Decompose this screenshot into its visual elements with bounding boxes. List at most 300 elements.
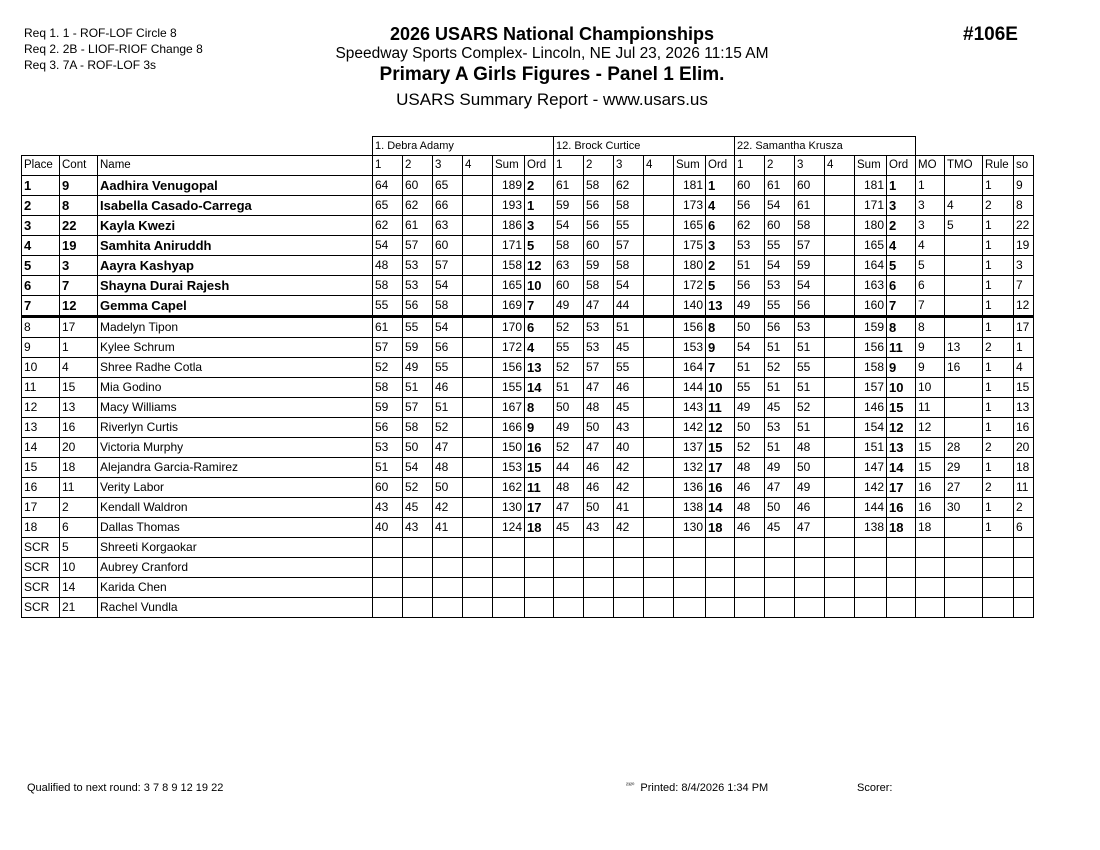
judge-1-ordinal: 18: [525, 518, 554, 538]
judge-1-score: [433, 578, 463, 598]
place-cell: SCR: [22, 598, 60, 618]
column-header: 1: [554, 156, 584, 176]
total-majority-ordinal: [945, 256, 983, 276]
start-order: 20: [1014, 438, 1034, 458]
judge-2-ordinal: 15: [706, 438, 735, 458]
judge-1-ordinal: [525, 578, 554, 598]
judge-3-sum: 180: [855, 216, 887, 236]
judge-1-score: [463, 358, 493, 378]
place-cell: 10: [22, 358, 60, 378]
contestant-number: 14: [60, 578, 98, 598]
place-cell: 6: [22, 276, 60, 296]
judge-3-sum: 138: [855, 518, 887, 538]
judge-2-sum: 175: [674, 236, 706, 256]
judge-2-score: [644, 578, 674, 598]
majority-ordinal: 3: [916, 216, 945, 236]
judge-2-sum: 181: [674, 176, 706, 196]
judge-1-score: 65: [433, 176, 463, 196]
requirement-1: Req 1. 1 - ROF-LOF Circle 8: [24, 26, 177, 40]
judge-1-score: [463, 276, 493, 296]
judge-2-score: [584, 558, 614, 578]
judge-3-score: 50: [735, 317, 765, 338]
judge-2-ordinal: 2: [706, 256, 735, 276]
judge-2-score: [644, 317, 674, 338]
judge-2-name: 12. Brock Curtice: [554, 137, 735, 156]
place-cell: 15: [22, 458, 60, 478]
skater-name: Isabella Casado-Carrega: [98, 196, 373, 216]
judge-2-score: [644, 358, 674, 378]
judge-2-sum: 144: [674, 378, 706, 398]
judge-3-score: 50: [735, 418, 765, 438]
judge-3-score: 49: [795, 478, 825, 498]
skater-name: Kylee Schrum: [98, 338, 373, 358]
judge-1-sum: [493, 538, 525, 558]
judge-3-score: 55: [765, 236, 795, 256]
judge-2-score: 58: [614, 196, 644, 216]
judge-3-sum: 159: [855, 317, 887, 338]
total-majority-ordinal: [945, 276, 983, 296]
judge-2-sum: 180: [674, 256, 706, 276]
column-header: 1: [373, 156, 403, 176]
judge-1-score: 40: [373, 518, 403, 538]
judge-3-score: [825, 478, 855, 498]
results-table: [21, 136, 1034, 618]
skater-name: Riverlyn Curtis: [98, 418, 373, 438]
judge-3-score: 52: [795, 398, 825, 418]
judge-1-sum: 186: [493, 216, 525, 236]
judge-3-sum: 156: [855, 338, 887, 358]
column-header: Cont: [60, 156, 98, 176]
judge-3-score: 49: [735, 398, 765, 418]
judge-2-score: 41: [614, 498, 644, 518]
judge-3-score: 56: [765, 317, 795, 338]
judge-1-score: 55: [433, 358, 463, 378]
judge-1-score: 63: [433, 216, 463, 236]
judge-1-sum: 124: [493, 518, 525, 538]
start-order: 17: [1014, 317, 1034, 338]
rule-cell: 1: [983, 256, 1014, 276]
judge-1-score: [463, 598, 493, 618]
judge-1-ordinal: 13: [525, 358, 554, 378]
judge-3-ordinal: 5: [887, 256, 916, 276]
judge-3-score: 51: [765, 338, 795, 358]
judge-2-score: 42: [614, 478, 644, 498]
judge-1-name: 1. Debra Adamy: [373, 137, 554, 156]
judge-2-ordinal: [706, 558, 735, 578]
judge-3-ordinal: [887, 538, 916, 558]
start-order: 18: [1014, 458, 1034, 478]
judge-3-sum: [855, 598, 887, 618]
judge-1-score: 65: [373, 196, 403, 216]
judge-2-sum: 143: [674, 398, 706, 418]
majority-ordinal: 3: [916, 196, 945, 216]
total-majority-ordinal: 30: [945, 498, 983, 518]
majority-ordinal: 6: [916, 276, 945, 296]
judge-1-score: 43: [403, 518, 433, 538]
judge-2-ordinal: 11: [706, 398, 735, 418]
judge-2-score: 56: [584, 216, 614, 236]
place-cell: 16: [22, 478, 60, 498]
judge-2-score: 52: [554, 358, 584, 378]
table-row: [22, 458, 1034, 478]
judge-1-sum: 162: [493, 478, 525, 498]
judge-1-ordinal: 1: [525, 196, 554, 216]
start-order: 11: [1014, 478, 1034, 498]
judge-2-score: 49: [554, 418, 584, 438]
judge-3-sum: 151: [855, 438, 887, 458]
contestant-number: 11: [60, 478, 98, 498]
judge-2-score: 40: [614, 438, 644, 458]
judge-1-score: 60: [373, 478, 403, 498]
rule-cell: 1: [983, 458, 1014, 478]
judge-2-score: 60: [554, 276, 584, 296]
judge-1-score: 42: [433, 498, 463, 518]
judge-2-score: 54: [554, 216, 584, 236]
rule-cell: 2: [983, 438, 1014, 458]
judge-1-score: [463, 176, 493, 196]
judge-2-sum: [674, 538, 706, 558]
judge-2-score: [644, 338, 674, 358]
table-row: [22, 317, 1034, 338]
judge-2-score: [644, 216, 674, 236]
judge-2-score: 57: [614, 236, 644, 256]
judge-1-score: 56: [433, 338, 463, 358]
judge-1-score: [373, 558, 403, 578]
judge-3-score: 55: [765, 296, 795, 317]
judge-2-score: 51: [554, 378, 584, 398]
judge-1-ordinal: 5: [525, 236, 554, 256]
judge-1-score: [463, 478, 493, 498]
judge-1-ordinal: 7: [525, 296, 554, 317]
judge-3-score: 56: [735, 196, 765, 216]
judge-2-sum: 153: [674, 338, 706, 358]
majority-ordinal: 10: [916, 378, 945, 398]
column-header: Ord: [887, 156, 916, 176]
championship-title: 2026 USARS National Championships: [389, 24, 715, 44]
start-order: 6: [1014, 518, 1034, 538]
contestant-number: 2: [60, 498, 98, 518]
majority-ordinal: 7: [916, 296, 945, 317]
judge-1-score: 62: [373, 216, 403, 236]
judge-1-sum: 171: [493, 236, 525, 256]
skater-name: Mia Godino: [98, 378, 373, 398]
place-cell: 4: [22, 236, 60, 256]
judge-2-sum: 132: [674, 458, 706, 478]
judge-2-score: 42: [614, 458, 644, 478]
rule-cell: 1: [983, 317, 1014, 338]
contestant-number: 13: [60, 398, 98, 418]
judge-1-sum: 166: [493, 418, 525, 438]
judge-2-score: [554, 578, 584, 598]
judge-3-score: [795, 558, 825, 578]
judge-1-ordinal: 17: [525, 498, 554, 518]
judge-2-score: 58: [584, 276, 614, 296]
column-header: 4: [825, 156, 855, 176]
place-cell: 7: [22, 296, 60, 317]
judge-3-score: 55: [735, 378, 765, 398]
majority-ordinal: 4: [916, 236, 945, 256]
total-majority-ordinal: 28: [945, 438, 983, 458]
judge-1-sum: 189: [493, 176, 525, 196]
judge-2-sum: [674, 598, 706, 618]
majority-ordinal: [916, 598, 945, 618]
judge-1-ordinal: 4: [525, 338, 554, 358]
judge-1-score: [463, 458, 493, 478]
judge-2-score: 54: [614, 276, 644, 296]
judge-3-sum: [855, 538, 887, 558]
judge-2-ordinal: [706, 578, 735, 598]
start-order: 4: [1014, 358, 1034, 378]
judge-2-ordinal: 3: [706, 236, 735, 256]
total-majority-ordinal: [945, 378, 983, 398]
judge-3-score: [825, 578, 855, 598]
judge-2-ordinal: 16: [706, 478, 735, 498]
judge-3-score: [825, 236, 855, 256]
judge-1-score: 51: [403, 378, 433, 398]
judge-2-score: [644, 296, 674, 317]
judge-1-score: 66: [433, 196, 463, 216]
judge-1-score: 62: [403, 196, 433, 216]
majority-ordinal: 15: [916, 458, 945, 478]
judge-1-score: [403, 538, 433, 558]
judge-1-sum: [493, 578, 525, 598]
judge-2-ordinal: 14: [706, 498, 735, 518]
table-row: [22, 276, 1034, 296]
judge-3-score: 51: [795, 418, 825, 438]
judge-1-ordinal: 6: [525, 317, 554, 338]
start-order: 22: [1014, 216, 1034, 236]
judge-2-sum: [674, 558, 706, 578]
judge-2-score: [614, 558, 644, 578]
judge-3-score: [765, 578, 795, 598]
judge-2-score: [584, 578, 614, 598]
total-majority-ordinal: [945, 598, 983, 618]
judge-2-score: 44: [614, 296, 644, 317]
judge-3-sum: 165: [855, 236, 887, 256]
judge-2-score: [584, 598, 614, 618]
judge-3-sum: 157: [855, 378, 887, 398]
skater-name: Karida Chen: [98, 578, 373, 598]
judge-2-score: [644, 418, 674, 438]
judge-3-score: 51: [795, 378, 825, 398]
total-majority-ordinal: 13: [945, 338, 983, 358]
contestant-number: 1: [60, 338, 98, 358]
event-number: #106E: [963, 24, 1018, 45]
judge-1-score: [463, 538, 493, 558]
judge-2-score: 43: [584, 518, 614, 538]
judge-3-ordinal: 8: [887, 317, 916, 338]
judge-2-score: [644, 438, 674, 458]
judge-2-score: 52: [554, 317, 584, 338]
judge-1-score: [403, 558, 433, 578]
judge-3-ordinal: 16: [887, 498, 916, 518]
judge-3-ordinal: 1: [887, 176, 916, 196]
judge-1-score: [463, 338, 493, 358]
judge-2-score: 47: [554, 498, 584, 518]
judge-1-score: 49: [403, 358, 433, 378]
judge-3-score: 56: [795, 296, 825, 317]
judge-3-score: [825, 498, 855, 518]
judge-1-score: [463, 558, 493, 578]
contestant-number: 17: [60, 317, 98, 338]
judge-1-ordinal: 15: [525, 458, 554, 478]
majority-ordinal: 18: [916, 518, 945, 538]
judge-3-score: 49: [735, 296, 765, 317]
column-header: 1: [735, 156, 765, 176]
judge-3-score: 48: [735, 458, 765, 478]
judge-1-score: [463, 418, 493, 438]
judge-1-score: 52: [403, 478, 433, 498]
judge-2-ordinal: 5: [706, 276, 735, 296]
judge-3-name: 22. Samantha Krusza: [735, 137, 916, 156]
judge-2-score: 50: [584, 498, 614, 518]
total-majority-ordinal: [945, 317, 983, 338]
table-row: [22, 358, 1034, 378]
judge-3-score: 56: [735, 276, 765, 296]
judge-3-score: 46: [735, 518, 765, 538]
judge-1-score: [373, 578, 403, 598]
judge-2-sum: 140: [674, 296, 706, 317]
judge-3-sum: 181: [855, 176, 887, 196]
judge-3-score: [825, 538, 855, 558]
judge-3-score: [825, 518, 855, 538]
judge-3-score: 53: [765, 418, 795, 438]
judge-1-score: 56: [373, 418, 403, 438]
judge-1-score: 43: [373, 498, 403, 518]
judge-1-score: 47: [433, 438, 463, 458]
table-row: [22, 598, 1034, 618]
start-order: 7: [1014, 276, 1034, 296]
judge-3-score: 54: [795, 276, 825, 296]
judge-1-score: [463, 378, 493, 398]
judge-1-score: 57: [433, 256, 463, 276]
judge-2-score: 59: [584, 256, 614, 276]
judge-3-score: [825, 196, 855, 216]
judge-3-score: [825, 558, 855, 578]
judge-1-sum: 158: [493, 256, 525, 276]
judge-3-score: 48: [735, 498, 765, 518]
report-subtitle: USARS Summary Report - www.usars.us: [396, 90, 708, 109]
judge-3-score: 62: [735, 216, 765, 236]
judge-3-ordinal: 2: [887, 216, 916, 236]
judge-2-ordinal: 9: [706, 338, 735, 358]
contestant-number: 6: [60, 518, 98, 538]
judge-1-score: [373, 598, 403, 618]
judge-3-score: 51: [735, 256, 765, 276]
skater-name: Samhita Aniruddh: [98, 236, 373, 256]
judge-1-ordinal: [525, 598, 554, 618]
column-header: so: [1014, 156, 1034, 176]
table-row: [22, 216, 1034, 236]
judge-1-score: [463, 296, 493, 317]
place-cell: 12: [22, 398, 60, 418]
judge-1-score: [463, 398, 493, 418]
table-row: [22, 518, 1034, 538]
judge-3-sum: 142: [855, 478, 887, 498]
judge-1-score: 55: [373, 296, 403, 317]
judge-3-score: 51: [765, 438, 795, 458]
judge-1-score: 53: [403, 256, 433, 276]
majority-ordinal: [916, 578, 945, 598]
judge-3-score: 50: [795, 458, 825, 478]
judge-3-score: 45: [765, 398, 795, 418]
judge-3-score: 47: [765, 478, 795, 498]
judge-1-score: [463, 578, 493, 598]
judge-3-score: 60: [795, 176, 825, 196]
judge-1-sum: 169: [493, 296, 525, 317]
judge-2-score: [614, 538, 644, 558]
contestant-number: 12: [60, 296, 98, 317]
judge-3-sum: 171: [855, 196, 887, 216]
judge-2-score: 45: [614, 398, 644, 418]
judge-1-score: 51: [433, 398, 463, 418]
judge-2-score: [644, 378, 674, 398]
judge-3-score: [765, 538, 795, 558]
judge-1-score: [463, 196, 493, 216]
table-row: [22, 578, 1034, 598]
table-row: [22, 438, 1034, 458]
judge-3-score: 58: [795, 216, 825, 236]
judge-2-score: 51: [614, 317, 644, 338]
judge-2-score: 55: [614, 216, 644, 236]
start-order: [1014, 558, 1034, 578]
judge-2-sum: 172: [674, 276, 706, 296]
judge-3-score: 51: [795, 338, 825, 358]
start-order: [1014, 538, 1034, 558]
judge-2-score: [614, 598, 644, 618]
column-header: 4: [644, 156, 674, 176]
scorer-label: Scorer:: [857, 782, 893, 794]
place-cell: 14: [22, 438, 60, 458]
judge-1-score: 55: [403, 317, 433, 338]
column-header: 3: [795, 156, 825, 176]
qualified-list: Qualified to next round: 3 7 8 9 12 19 22: [27, 782, 224, 794]
contestant-number: 18: [60, 458, 98, 478]
judge-2-sum: 165: [674, 216, 706, 236]
judge-3-sum: 160: [855, 296, 887, 317]
table-row: [22, 196, 1034, 216]
skater-name: Shayna Durai Rajesh: [98, 276, 373, 296]
judge-1-sum: 155: [493, 378, 525, 398]
rule-cell: 1: [983, 418, 1014, 438]
table-row: [22, 478, 1034, 498]
majority-ordinal: 8: [916, 317, 945, 338]
skater-name: Aubrey Cranford: [98, 558, 373, 578]
judge-3-score: 47: [795, 518, 825, 538]
judge-3-score: [795, 578, 825, 598]
judge-2-score: 58: [584, 176, 614, 196]
majority-ordinal: 15: [916, 438, 945, 458]
total-majority-ordinal: [945, 176, 983, 196]
column-header: Rule: [983, 156, 1014, 176]
judge-1-score: 50: [433, 478, 463, 498]
judge-3-score: [825, 438, 855, 458]
judge-2-ordinal: 12: [706, 418, 735, 438]
judge-2-score: 59: [554, 196, 584, 216]
judge-1-ordinal: 16: [525, 438, 554, 458]
place-cell: 2: [22, 196, 60, 216]
judge-2-sum: 156: [674, 317, 706, 338]
judge-2-score: 47: [584, 378, 614, 398]
judge-1-score: 48: [373, 256, 403, 276]
judge-1-sum: 167: [493, 398, 525, 418]
judge-1-score: [463, 317, 493, 338]
rule-cell: 1: [983, 236, 1014, 256]
judge-2-score: [644, 538, 674, 558]
judge-1-sum: 170: [493, 317, 525, 338]
skater-name: Madelyn Tipon: [98, 317, 373, 338]
judge-2-score: [644, 398, 674, 418]
